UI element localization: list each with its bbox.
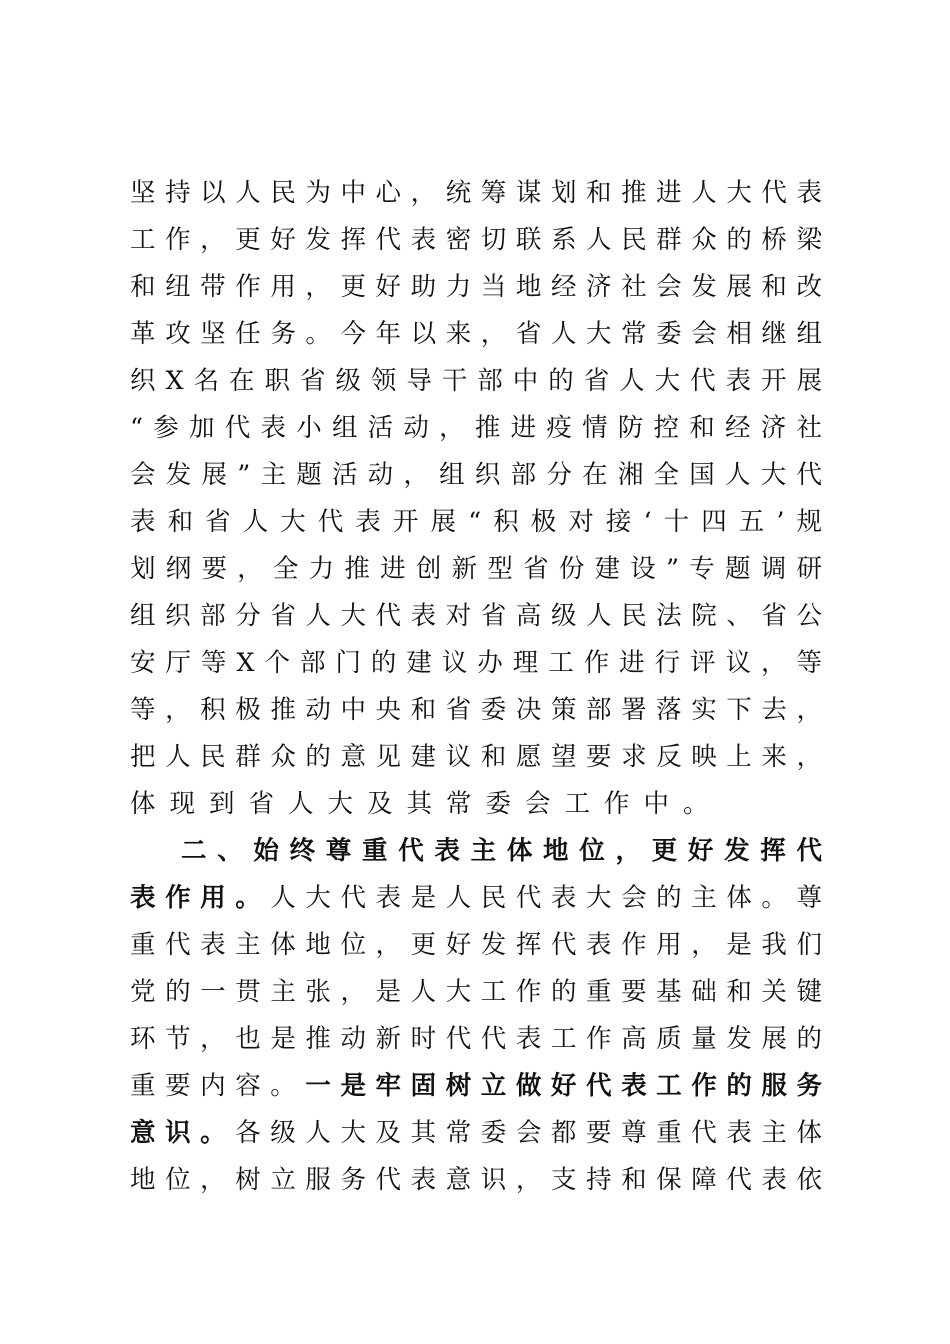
text-line: 革攻坚任务。今年以来，省人大常委会相继组 [130,319,822,349]
text-line: 会发展”主题活动，组织部分在湘全国人大代 [130,460,822,490]
text-line: “参加代表小组活动，推进疫情防控和经济社 [130,413,822,443]
section-heading-end: 表作用。 [130,883,271,913]
text-segment: 重要内容。 [130,1071,306,1101]
text-line: 体现到省人大及其常委会工作中。 [130,789,723,819]
sub-point-heading-end: 意识。 [130,1118,236,1148]
text-line: 和纽带作用，更好助力当地经济社会发展和改 [130,272,822,302]
text-line: 地位，树立服务代表意识，支持和保障代表依 [130,1165,822,1195]
text-line: 表和省人大代表开展“积极对接‘十四五’规 [130,507,822,537]
text-line: 坚持以人民为中心，统筹谋划和推进人大代表 [130,178,822,208]
text-line: 环节，也是推动新时代代表工作高质量发展的 [130,1024,822,1054]
body-text [130,170,822,1204]
text-line: 织X名在职省级领导干部中的省人大代表开展 [130,366,822,396]
text-line [130,1110,822,1157]
paragraph-2 [130,828,822,1204]
text-line: 安厅等X个部门的建议办理工作进行评议，等 [130,648,822,678]
sub-point-heading: 一是牢固树立做好代表工作的服务 [305,1071,822,1101]
text-segment: 各级人大及其常委会都要尊重代表主体 [235,1118,822,1148]
text-line [130,1063,822,1110]
text-line [130,875,822,922]
text-line: 组织部分省人大代表对省高级人民法院、省公 [130,601,822,631]
text-line: 划纲要，全力推进创新型省份建设”专题调研 [130,554,822,584]
text-segment: 人大代表是人民代表大会的主体。尊 [270,883,822,913]
text-line: 等，积极推动中央和省委决策部署落实下去， [130,695,822,725]
section-heading: 二、始终尊重代表主体地位，更好发挥代 [181,836,822,866]
text-line: 工作，更好发挥代表密切联系人民群众的桥梁 [130,225,822,255]
text-line: 党的一贯主张，是人大工作的重要基础和关键 [130,977,822,1007]
paragraph-1 [130,170,822,828]
text-line: 重代表主体地位，更好发挥代表作用，是我们 [130,930,822,960]
text-line: 把人民群众的意见建议和愿望要求反映上来， [130,742,822,772]
